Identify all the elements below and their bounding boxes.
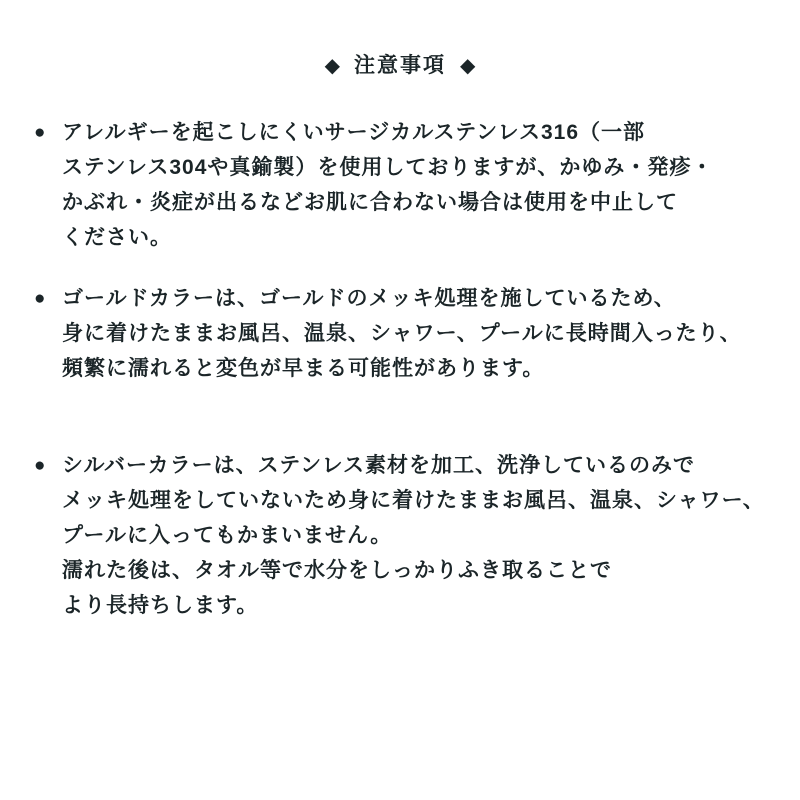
note-allergy (34, 115, 770, 255)
note-line: ください。 (62, 226, 172, 249)
note-line: 身に着けたままお風呂、温泉、シャワー、プールに長時間入ったり、 (62, 322, 742, 345)
note-silver-color (34, 448, 770, 623)
bullet-icon: ● (34, 288, 46, 309)
note-line: かぶれ・炎症が出るなどお肌に合わない場合は使用を中止して (62, 191, 678, 214)
note-line: 頻繁に濡れると変色が早まる可能性があります。 (62, 357, 545, 380)
note-allergy-text (62, 115, 770, 255)
note-gold-color-text (62, 281, 770, 386)
note-silver-color-text (62, 448, 770, 623)
note-line: 濡れた後は、タオル等で水分をしっかりふき取ることで (62, 559, 612, 582)
note-line: ゴールドカラーは、ゴールドのメッキ処理を施しているため、 (62, 287, 676, 310)
note-line: アレルギーを起こしにくいサージカルステンレス316（一部 (62, 121, 645, 144)
page-title-text: 注意事項 (354, 54, 446, 77)
left-diamond-icon: ◆ (324, 55, 340, 77)
right-diamond-icon: ◆ (460, 55, 476, 77)
bullet-icon: ● (34, 122, 46, 143)
note-line: プールに入ってもかまいません。 (62, 524, 393, 547)
note-gold-color (34, 281, 770, 386)
note-line: ステンレス304や真鍮製）を使用しておりますが、かゆみ・発疹・ (62, 156, 714, 179)
note-line: メッキ処理をしていないため身に着けたままお風呂、温泉、シャワー、 (62, 489, 765, 512)
note-line: より長持ちします。 (62, 594, 259, 617)
note-line: シルバーカラーは、ステンレス素材を加工、洗浄しているのみで (62, 454, 695, 477)
bullet-icon: ● (34, 455, 46, 476)
page-title (0, 54, 800, 78)
